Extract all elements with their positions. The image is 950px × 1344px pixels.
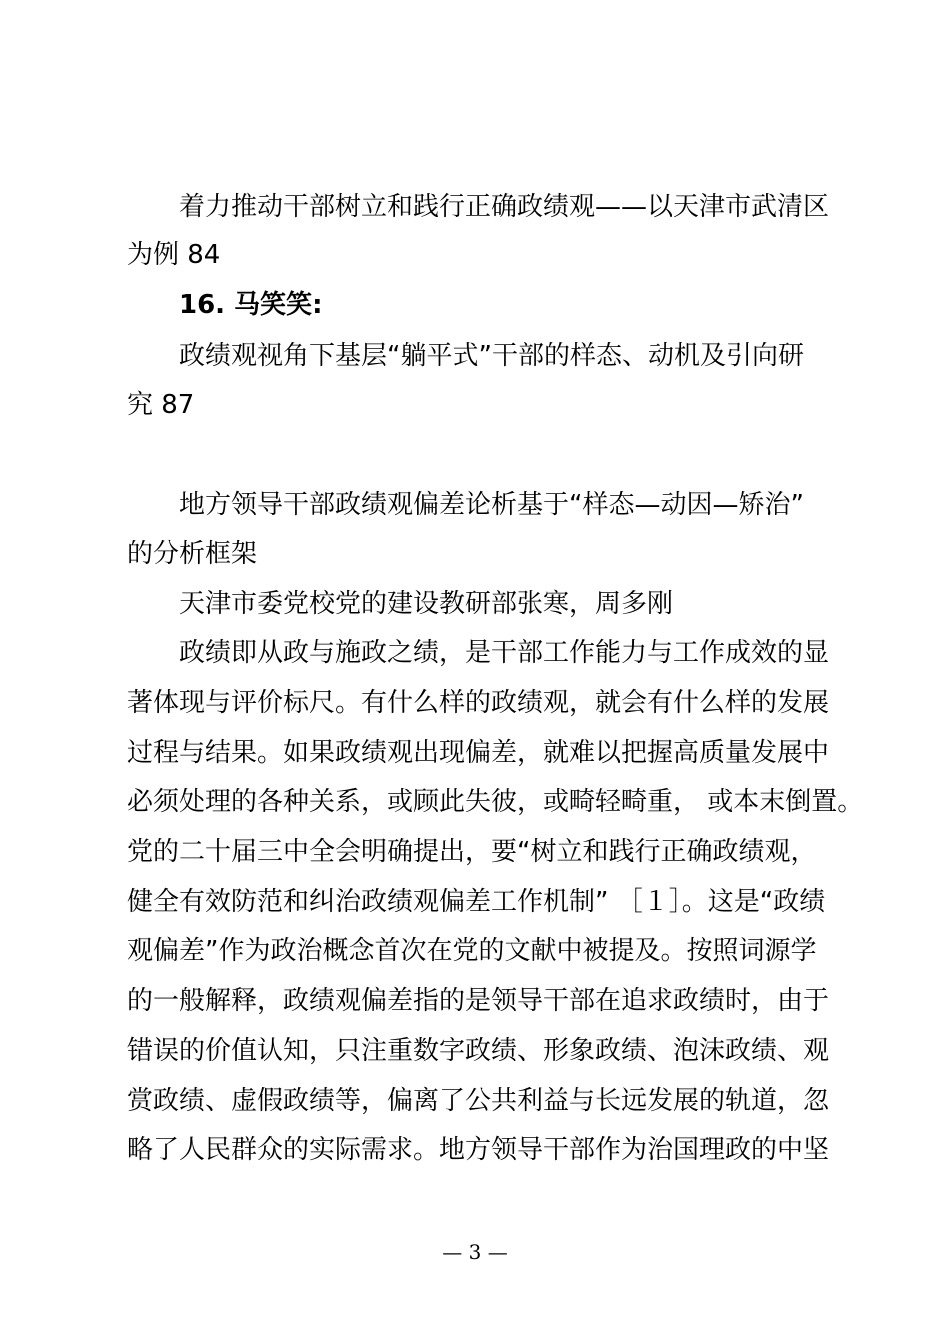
article-authors: 天津市委党校党的建设教研部张寒，周多刚 xyxy=(179,589,674,619)
toc-entry-15-line-2: 为例 84 xyxy=(127,240,221,270)
article-title-line-1: 地方领导干部政绩观偏差论析基于“样态—动因—矫治” xyxy=(179,490,804,520)
body-line: 著体现与评价标尺。有什么样的政绩观，就会有什么样的发展 xyxy=(127,688,830,718)
page-number: — 3 — xyxy=(442,1240,508,1264)
body-line: 过程与结果。如果政绩观出现偏差，就难以把握高质量发展中 xyxy=(127,738,830,768)
article-title-line-2: 的分析框架 xyxy=(127,539,258,569)
body-line: 错误的价值认知，只注重数字政绩、形象政绩、泡沫政绩、观 xyxy=(127,1036,830,1066)
body-line: 必须处理的各种关系，或顾此失彼，或畸轻畸重， 或本末倒置。 xyxy=(127,787,864,817)
toc-entry-16-line-2: 究 87 xyxy=(127,390,195,420)
toc-entry-16-line-1: 政绩观视角下基层“躺平式”干部的样态、动机及引向研 xyxy=(179,341,804,371)
toc-entry-16-heading: 16. 马笑笑: xyxy=(179,290,323,320)
body-line: 政绩即从政与施政之绩，是干部工作能力与工作成效的显 xyxy=(179,638,830,668)
body-line: 的一般解释，政绩观偏差指的是领导干部在追求政绩时，由于 xyxy=(127,986,830,1016)
body-line: 党的二十届三中全会明确提出，要“树立和践行正确政绩观， xyxy=(127,837,817,867)
body-line: 略了人民群众的实际需求。地方领导干部作为治国理政的中坚 xyxy=(127,1135,830,1165)
body-line: 健全有效防范和纠治政绩观偏差工作机制” ［１］。这是“政绩 xyxy=(127,887,826,917)
body-line: 赏政绩、虚假政绩等，偏离了公共利益与长远发展的轨道，忽 xyxy=(127,1086,830,1116)
toc-entry-15-line-1: 着力推动干部树立和践行正确政绩观——以天津市武清区 xyxy=(179,192,830,222)
body-line: 观偏差”作为政治概念首次在党的文献中被提及。按照词源学 xyxy=(127,936,817,966)
